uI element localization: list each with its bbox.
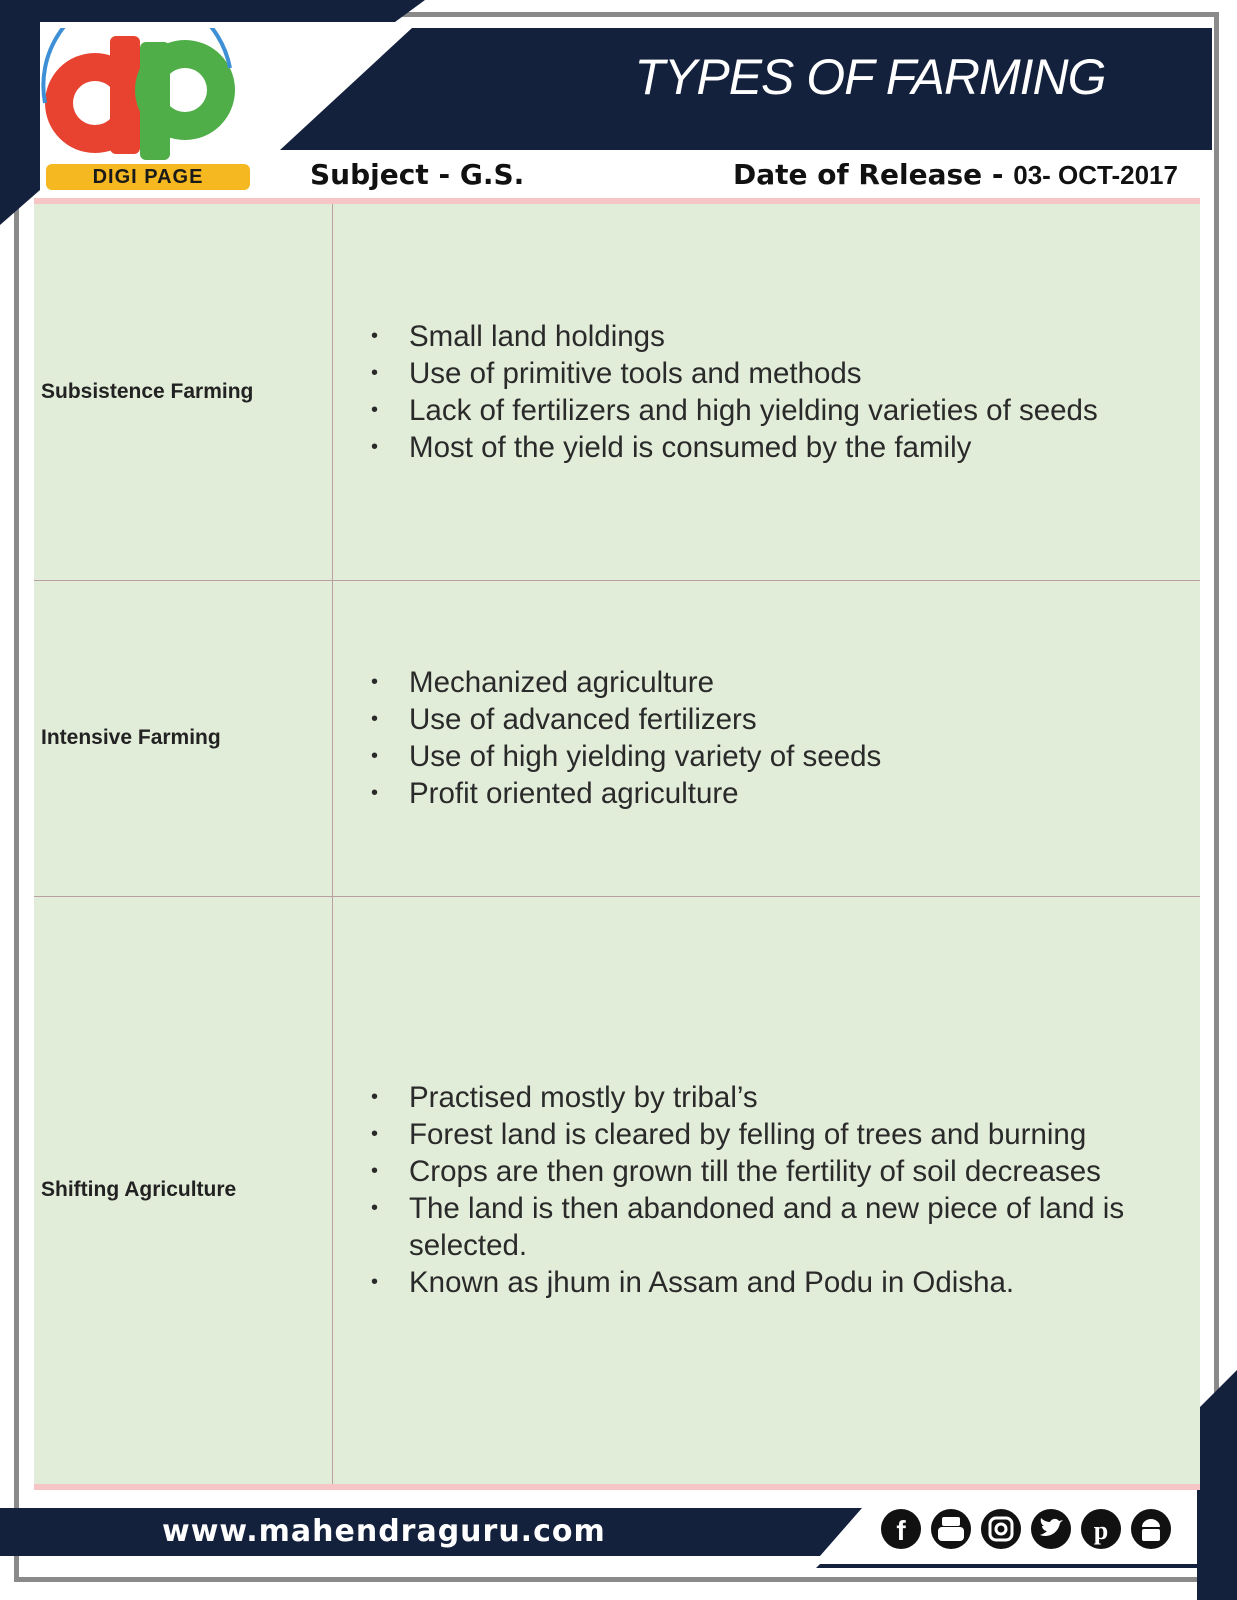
bullet-list [371, 318, 1194, 466]
list-item: • Profit oriented agriculture [371, 775, 1194, 812]
subject-label: Subject - G.S. [310, 158, 525, 191]
release-date: 03- OCT-2017 [1013, 160, 1178, 190]
list-item: • Use of high yielding variety of seeds [371, 738, 1194, 775]
table-row [34, 896, 1200, 1484]
twitter-icon[interactable] [1030, 1508, 1072, 1550]
svg-text:p: p [1093, 1516, 1109, 1545]
divider-bottom [34, 1484, 1200, 1490]
list-item: • Most of the yield is consumed by the family [371, 429, 1194, 466]
page-title: TYPES OF FARMING [634, 49, 1106, 105]
release-label: Date of Release - [733, 158, 1004, 191]
social-icons [880, 1508, 1172, 1550]
farming-table [34, 204, 1200, 1484]
row-label: Shifting Agriculture [34, 896, 333, 1484]
instagram-icon[interactable] [980, 1508, 1022, 1550]
list-item: • Forest land is cleared by felling of trees and burning [371, 1116, 1194, 1153]
pinterest-icon[interactable] [1080, 1508, 1122, 1550]
digi-page-logo [40, 28, 250, 163]
youtube-icon[interactable] [930, 1508, 972, 1550]
release-info [733, 158, 1178, 191]
list-item: • Use of primitive tools and methods [371, 355, 1194, 392]
list-item: • Practised mostly by tribal’s [371, 1079, 1194, 1116]
table-row [34, 204, 1200, 580]
list-item: • Small land holdings [371, 318, 1194, 355]
list-item: • Use of advanced fertilizers [371, 701, 1194, 738]
list-item: • Mechanized agriculture [371, 664, 1194, 701]
row-points [333, 896, 1201, 1484]
android-icon[interactable] [1130, 1508, 1172, 1550]
table-row [34, 580, 1200, 896]
svg-text:f: f [896, 1515, 906, 1546]
list-item: • Known as jhum in Assam and Podu in Odisha. [371, 1264, 1194, 1301]
list-item: • The land is then abandoned and a new piece of land is selected. [371, 1190, 1194, 1264]
row-points [333, 204, 1201, 580]
bullet-list [371, 1079, 1194, 1301]
bullet-list [371, 664, 1194, 812]
row-label: Intensive Farming [34, 580, 333, 896]
row-points [333, 580, 1201, 896]
website-link[interactable]: www.mahendraguru.com [162, 1514, 606, 1549]
logo-badge: DIGI PAGE [46, 164, 250, 190]
row-label: Subsistence Farming [34, 204, 333, 580]
facebook-icon[interactable] [880, 1508, 922, 1550]
list-item: • Lack of fertilizers and high yielding varieties of seeds [371, 392, 1194, 429]
list-item: • Crops are then grown till the fertility of soil decreases [371, 1153, 1194, 1190]
